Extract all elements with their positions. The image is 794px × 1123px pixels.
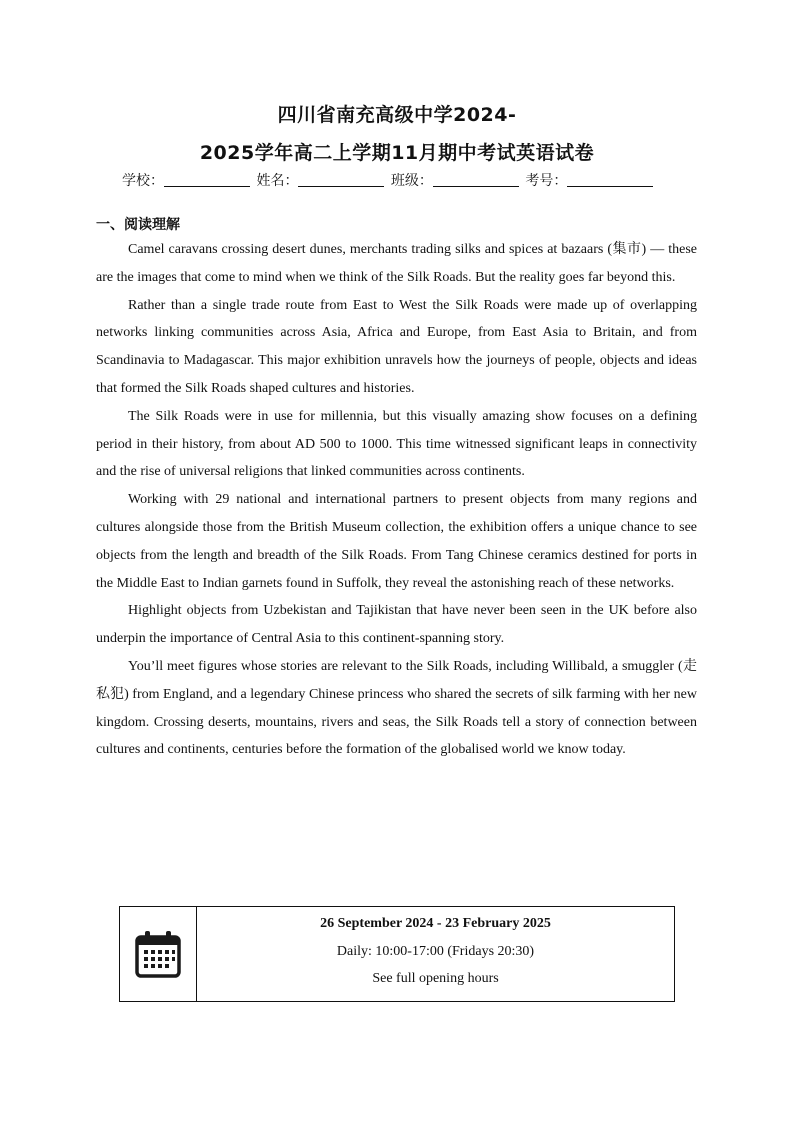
paragraph: The Silk Roads were in use for millennia, but this visually amazing show focuses on a defining period in their history, from about AD 500 to 1000. This time witnessed significant leaps in connectivity and the rise of universal religions that linked communities across continents. [96,408,697,480]
full-hours-link[interactable]: See full opening hours [372,971,499,986]
paragraph: Camel caravans crossing desert dunes, merchants trading silks and spices at bazaars (集市) — these are the images that come to mind when we think of the Silk Roads. But the reality goes far beyond this. [96,242,697,285]
exam-number-label: 考号： [525,173,568,189]
paragraph: Working with 29 national and international partners to present objects from many regions and cultures alongside those from the British Museum collection, the exhibition offers a unique chance to see objects from the length and breadth of the Silk Roads. From Tang Chinese ceramics destined for ports in the Middle East to Indian garnets found in Suffolk, they reveal the astonishing reach of these networks. [96,492,697,591]
reading-passage [96,236,697,764]
paragraph: You’ll meet figures whose stories are relevant to the Silk Roads, including Willibald, a smuggler (走私犯) from England, and a legendary Chinese princess who shared the secrets of silk farming with her new kingdom. Crossing deserts, mountains, rivers and seas, the Silk Roads tell a story of connection between cultures and continents, centuries before the formation of the globalised world we know today. [96,658,697,758]
class-blank[interactable] [433,172,519,187]
school-blank[interactable] [164,172,250,187]
exhibition-info-box [119,906,675,1002]
info-text-cell [197,907,674,1001]
title-line-1: 四川省南充高级中学2024- [277,104,517,126]
class-label: 班级： [390,173,433,189]
name-label: 姓名： [256,173,299,189]
name-blank[interactable] [298,172,384,187]
title-line-2: 2025学年高二上学期11月期中考试英语试卷 [199,142,595,164]
section-heading: 一、阅读理解 [96,217,180,233]
school-label: 学校： [122,173,164,189]
exhibition-dates: 26 September 2024 - 23 February 2025 [320,916,551,931]
exam-number-blank[interactable] [567,172,653,187]
calendar-icon [134,929,182,979]
paragraph: Highlight objects from Uzbekistan and Tajikistan that have never been seen in the UK before also underpin the importance of Central Asia to this continent-spanning story. [96,603,697,647]
opening-hours: Daily: 10:00-17:00 (Fridays 20:30) [336,943,535,959]
student-info-row [122,170,682,190]
paragraph: Rather than a single trade route from East to West the Silk Roads were made up of overlapping networks linking communities across Asia, Africa and Europe, from East Asia to Britain, and from Scandinavia to Madagascar. This major exhibition unravels how the journeys of people, objects and ideas that formed the Silk Roads shaped cultures and histories. [96,297,697,396]
icon-cell [120,907,197,1001]
